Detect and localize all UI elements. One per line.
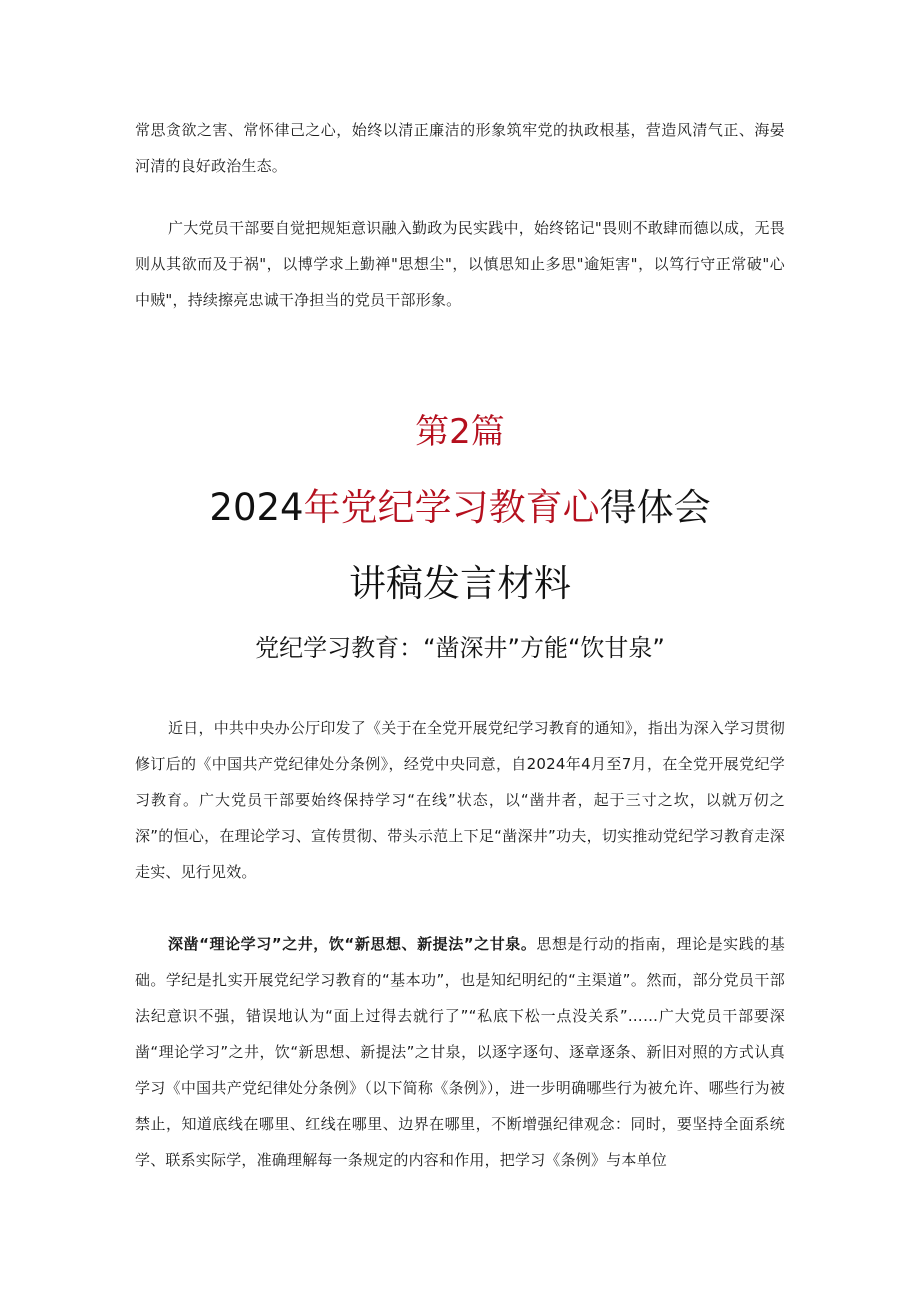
paragraph-body-text: 思想是行动的指南，理论是实践的基础。学纪是扎实开展党纪学习教育的“基本功”，也是知纪明纪的“主渠道”。然而，部分党员干部法纪意识不强，错误地认为“面上过得去就行了”“私底下松一点没关系”……广大党员干部要深凿“理论学习”之井，饮“新思想、新提法”之甘泉，以逐字逐句、逐章逐条、新旧对照的方式认真学习《中国共产党纪律处分条例》（以下简称《条例》），进一步明确哪些行为被允许、哪些行为被禁止，知道底线在哪里、红线在哪里、边界在哪里，不断增强纪律观念：同时，要坚持全面系统学、联系实际学，准确理解每一条规定的内容和作用，把学习《条例》与本单位	[135, 935, 786, 1169]
paragraph-discipline-awareness: 广大党员干部要自觉把规矩意识融入勤政为民实践中，始终铭记"畏则不敢肆而德以成，无畏则从其欲而及于祸"，以博学求上勤禅"思想尘"，以慎思知止多思"逾矩害"，以笃行守正常破"心中贼"，持续擦亮忠诚干净担当的党员干部形象。	[135, 219, 785, 309]
sub-title: 讲稿发言材料	[349, 562, 571, 605]
main-title-suffix: 得体会	[599, 486, 711, 529]
paragraph-closing-previous: 常思贪欲之害、常怀律己之心，始终以清正廉洁的形象筑牢党的执政根基，营造风清气正、海晏河清的良好政治生态。	[135, 121, 785, 175]
paragraph-theory-study	[135, 926, 785, 1178]
main-title-highlight: 年党纪学习教育心	[303, 486, 600, 529]
section-number: 第2篇	[415, 412, 505, 452]
paragraph-lead-sentence: 深凿“理论学习”之井，饮“新思想、新提法”之甘泉。	[168, 935, 537, 953]
paragraph-introduction: 近日，中共中央办公厅印发了《关于在全党开展党纪学习教育的通知》，指出为深入学习贯彻修订后的《中国共产党纪律处分条例》，经党中央同意，自2024年4月至7月，在全党开展党纪学习教育。广大党员干部要始终保持学习“在线”状态，以“凿井者，起于三寸之坎，以就万仞之深”的恒心，在理论学习、宣传贯彻、带头示范上下足“凿深井”功夫，切实推动党纪学习教育走深走实、见行见效。	[135, 719, 785, 881]
main-title-year: 2024	[209, 486, 304, 529]
main-title	[0, 482, 920, 534]
speech-title: 党纪学习教育：“凿深井”方能“饮甘泉”	[255, 634, 665, 662]
